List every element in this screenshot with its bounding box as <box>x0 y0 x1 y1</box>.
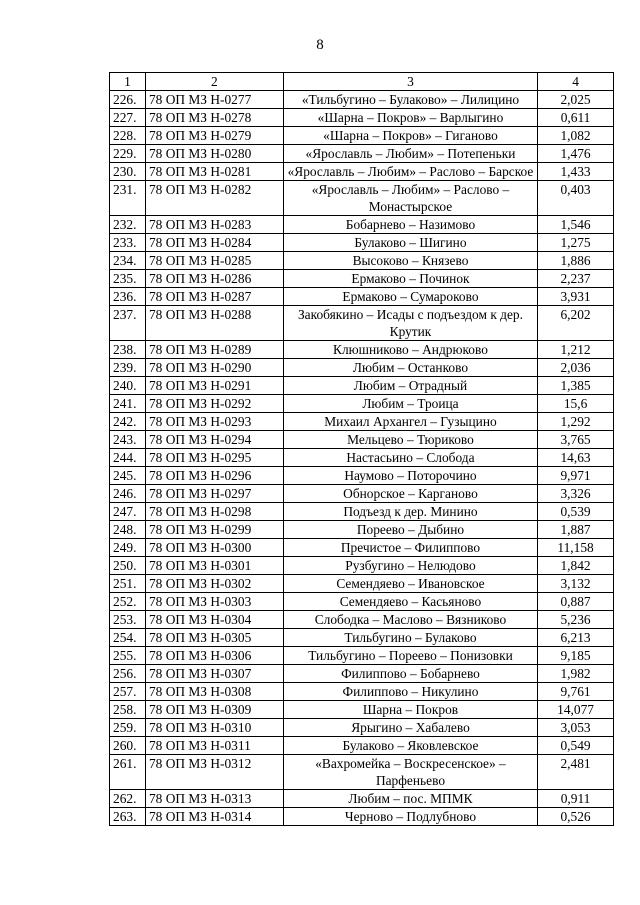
table-row <box>110 216 614 234</box>
row-number: 243. <box>110 431 146 449</box>
road-name: «Вахромейка – Воскресенское» – Парфеньево <box>283 755 537 790</box>
table-row <box>110 629 614 647</box>
row-number: 241. <box>110 395 146 413</box>
road-name: «Шарна – Покров» – Гиганово <box>283 127 537 145</box>
road-length: 2,025 <box>538 91 614 109</box>
road-name: Ермаково – Починок <box>283 270 537 288</box>
column-header: 2 <box>145 73 283 91</box>
road-name: «Ярославль – Любим» – Потепеньки <box>283 145 537 163</box>
row-number: 245. <box>110 467 146 485</box>
table-row <box>110 431 614 449</box>
table-row <box>110 145 614 163</box>
road-name: Филиппово – Никулино <box>283 683 537 701</box>
road-name: Любим – Отрадный <box>283 377 537 395</box>
table-row <box>110 575 614 593</box>
road-length: 14,63 <box>538 449 614 467</box>
row-number: 238. <box>110 341 146 359</box>
road-code: 78 ОП МЗ Н-0303 <box>145 593 283 611</box>
table-row <box>110 719 614 737</box>
road-code: 78 ОП МЗ Н-0293 <box>145 413 283 431</box>
road-length: 0,911 <box>538 790 614 808</box>
page-number: 8 <box>316 37 324 53</box>
table-row <box>110 163 614 181</box>
road-code: 78 ОП МЗ Н-0295 <box>145 449 283 467</box>
row-number: 251. <box>110 575 146 593</box>
road-length: 6,202 <box>538 306 614 341</box>
road-length: 1,886 <box>538 252 614 270</box>
road-name: «Ярославль – Любим» – Раслово – Барское <box>283 163 537 181</box>
table-row <box>110 737 614 755</box>
road-name: Любим – Троица <box>283 395 537 413</box>
row-number: 262. <box>110 790 146 808</box>
table-row <box>110 252 614 270</box>
road-length: 1,385 <box>538 377 614 395</box>
row-number: 247. <box>110 503 146 521</box>
road-code: 78 ОП МЗ Н-0301 <box>145 557 283 575</box>
row-number: 248. <box>110 521 146 539</box>
road-name: Шарна – Покров <box>283 701 537 719</box>
row-number: 233. <box>110 234 146 252</box>
road-length: 2,237 <box>538 270 614 288</box>
column-header: 4 <box>538 73 614 91</box>
table-row <box>110 683 614 701</box>
road-code: 78 ОП МЗ Н-0305 <box>145 629 283 647</box>
road-name: Тильбугино – Булаково <box>283 629 537 647</box>
road-code: 78 ОП МЗ Н-0297 <box>145 485 283 503</box>
table-row <box>110 665 614 683</box>
road-code: 78 ОП МЗ Н-0302 <box>145 575 283 593</box>
row-number: 237. <box>110 306 146 341</box>
road-name: «Ярославль – Любим» – Раслово – Монастырское <box>283 181 537 216</box>
road-length: 1,212 <box>538 341 614 359</box>
table-body <box>110 91 614 826</box>
road-name: Семендяево – Ивановское <box>283 575 537 593</box>
road-name: Ярыгино – Хабалево <box>283 719 537 737</box>
row-number: 249. <box>110 539 146 557</box>
road-name: Мельцево – Тюриково <box>283 431 537 449</box>
road-name: Высоково – Князево <box>283 252 537 270</box>
road-length: 1,546 <box>538 216 614 234</box>
road-name: Семендяево – Касьяново <box>283 593 537 611</box>
road-code: 78 ОП МЗ Н-0284 <box>145 234 283 252</box>
row-number: 261. <box>110 755 146 790</box>
road-length: 1,476 <box>538 145 614 163</box>
road-name: «Тильбугино – Булаково» – Лилицино <box>283 91 537 109</box>
row-number: 255. <box>110 647 146 665</box>
road-code: 78 ОП МЗ Н-0291 <box>145 377 283 395</box>
row-number: 234. <box>110 252 146 270</box>
road-length: 0,549 <box>538 737 614 755</box>
table-row <box>110 449 614 467</box>
road-code: 78 ОП МЗ Н-0313 <box>145 790 283 808</box>
road-length: 0,403 <box>538 181 614 216</box>
road-length: 0,539 <box>538 503 614 521</box>
road-name: Слободка – Маслово – Вязниково <box>283 611 537 629</box>
road-code: 78 ОП МЗ Н-0299 <box>145 521 283 539</box>
road-name: Обнорское – Карганово <box>283 485 537 503</box>
table-row <box>110 306 614 341</box>
road-length: 2,481 <box>538 755 614 790</box>
road-name: Бобарнево – Назимово <box>283 216 537 234</box>
row-number: 257. <box>110 683 146 701</box>
row-number: 260. <box>110 737 146 755</box>
table-row <box>110 647 614 665</box>
column-header: 3 <box>283 73 537 91</box>
table-row <box>110 341 614 359</box>
road-length: 9,971 <box>538 467 614 485</box>
road-length: 9,185 <box>538 647 614 665</box>
road-code: 78 ОП МЗ Н-0282 <box>145 181 283 216</box>
row-number: 240. <box>110 377 146 395</box>
table-row <box>110 593 614 611</box>
row-number: 254. <box>110 629 146 647</box>
road-length: 1,275 <box>538 234 614 252</box>
road-length: 11,158 <box>538 539 614 557</box>
road-code: 78 ОП МЗ Н-0307 <box>145 665 283 683</box>
road-name: Закобякино – Исады с подъездом к дер. Крутик <box>283 306 537 341</box>
row-number: 239. <box>110 359 146 377</box>
road-name: Пореево – Дыбино <box>283 521 537 539</box>
road-code: 78 ОП МЗ Н-0290 <box>145 359 283 377</box>
row-number: 263. <box>110 808 146 826</box>
row-number: 252. <box>110 593 146 611</box>
row-number: 226. <box>110 91 146 109</box>
table-row <box>110 109 614 127</box>
row-number: 231. <box>110 181 146 216</box>
road-name: Филиппово – Бобарнево <box>283 665 537 683</box>
road-length: 3,053 <box>538 719 614 737</box>
row-number: 244. <box>110 449 146 467</box>
road-length: 9,761 <box>538 683 614 701</box>
road-name: Пречистое – Филиппово <box>283 539 537 557</box>
road-code: 78 ОП МЗ Н-0311 <box>145 737 283 755</box>
table-row <box>110 485 614 503</box>
row-number: 230. <box>110 163 146 181</box>
row-number: 232. <box>110 216 146 234</box>
road-length: 1,292 <box>538 413 614 431</box>
table-row <box>110 359 614 377</box>
road-name: Подъезд к дер. Минино <box>283 503 537 521</box>
table-row <box>110 557 614 575</box>
table-row <box>110 611 614 629</box>
road-length: 14,077 <box>538 701 614 719</box>
road-code: 78 ОП МЗ Н-0296 <box>145 467 283 485</box>
row-number: 246. <box>110 485 146 503</box>
road-name: Наумово – Поторочино <box>283 467 537 485</box>
road-name: Клюшниково – Андрюково <box>283 341 537 359</box>
road-code: 78 ОП МЗ Н-0306 <box>145 647 283 665</box>
road-name: Тильбугино – Пореево – Понизовки <box>283 647 537 665</box>
row-number: 229. <box>110 145 146 163</box>
road-code: 78 ОП МЗ Н-0312 <box>145 755 283 790</box>
row-number: 236. <box>110 288 146 306</box>
road-name: Михаил Архангел – Гузыцино <box>283 413 537 431</box>
road-code: 78 ОП МЗ Н-0288 <box>145 306 283 341</box>
road-code: 78 ОП МЗ Н-0289 <box>145 341 283 359</box>
road-code: 78 ОП МЗ Н-0304 <box>145 611 283 629</box>
road-code: 78 ОП МЗ Н-0309 <box>145 701 283 719</box>
road-length: 1,842 <box>538 557 614 575</box>
table-row <box>110 413 614 431</box>
row-number: 256. <box>110 665 146 683</box>
road-code: 78 ОП МЗ Н-0300 <box>145 539 283 557</box>
table-row <box>110 790 614 808</box>
road-length: 3,765 <box>538 431 614 449</box>
road-name: Любим – Останково <box>283 359 537 377</box>
table-row <box>110 377 614 395</box>
row-number: 235. <box>110 270 146 288</box>
road-length: 3,326 <box>538 485 614 503</box>
table-row <box>110 181 614 216</box>
road-length: 1,982 <box>538 665 614 683</box>
road-code: 78 ОП МЗ Н-0285 <box>145 252 283 270</box>
road-name: Настасьино – Слобода <box>283 449 537 467</box>
row-number: 250. <box>110 557 146 575</box>
table-row <box>110 467 614 485</box>
table-row <box>110 395 614 413</box>
road-name: Черново – Подлубново <box>283 808 537 826</box>
road-code: 78 ОП МЗ Н-0298 <box>145 503 283 521</box>
road-code: 78 ОП МЗ Н-0314 <box>145 808 283 826</box>
row-number: 259. <box>110 719 146 737</box>
road-length: 6,213 <box>538 629 614 647</box>
road-code: 78 ОП МЗ Н-0294 <box>145 431 283 449</box>
road-length: 15,6 <box>538 395 614 413</box>
table-header-row <box>110 73 614 91</box>
road-length: 0,526 <box>538 808 614 826</box>
road-length: 3,132 <box>538 575 614 593</box>
row-number: 258. <box>110 701 146 719</box>
road-code: 78 ОП МЗ Н-0308 <box>145 683 283 701</box>
table-row <box>110 127 614 145</box>
road-code: 78 ОП МЗ Н-0281 <box>145 163 283 181</box>
table-row <box>110 91 614 109</box>
table-row <box>110 755 614 790</box>
row-number: 228. <box>110 127 146 145</box>
road-code: 78 ОП МЗ Н-0287 <box>145 288 283 306</box>
table-row <box>110 539 614 557</box>
road-name: Булаково – Яковлевское <box>283 737 537 755</box>
road-length: 0,611 <box>538 109 614 127</box>
road-name: Любим – пос. МПМК <box>283 790 537 808</box>
roads-table <box>109 72 614 826</box>
table-row <box>110 234 614 252</box>
road-length: 1,887 <box>538 521 614 539</box>
road-length: 3,931 <box>538 288 614 306</box>
table-row <box>110 288 614 306</box>
road-length: 1,082 <box>538 127 614 145</box>
road-name: Рузбугино – Нелюдово <box>283 557 537 575</box>
road-code: 78 ОП МЗ Н-0283 <box>145 216 283 234</box>
road-name: «Шарна – Покров» – Варлыгино <box>283 109 537 127</box>
road-length: 2,036 <box>538 359 614 377</box>
road-length: 5,236 <box>538 611 614 629</box>
road-name: Булаково – Шигино <box>283 234 537 252</box>
table-row <box>110 503 614 521</box>
road-name: Ермаково – Сумароково <box>283 288 537 306</box>
row-number: 253. <box>110 611 146 629</box>
table-row <box>110 270 614 288</box>
column-header: 1 <box>110 73 146 91</box>
road-code: 78 ОП МЗ Н-0280 <box>145 145 283 163</box>
road-code: 78 ОП МЗ Н-0310 <box>145 719 283 737</box>
road-code: 78 ОП МЗ Н-0292 <box>145 395 283 413</box>
row-number: 242. <box>110 413 146 431</box>
row-number: 227. <box>110 109 146 127</box>
table-row <box>110 521 614 539</box>
road-code: 78 ОП МЗ Н-0278 <box>145 109 283 127</box>
road-code: 78 ОП МЗ Н-0277 <box>145 91 283 109</box>
road-code: 78 ОП МЗ Н-0279 <box>145 127 283 145</box>
road-length: 1,433 <box>538 163 614 181</box>
table-row <box>110 808 614 826</box>
road-code: 78 ОП МЗ Н-0286 <box>145 270 283 288</box>
road-length: 0,887 <box>538 593 614 611</box>
table-row <box>110 701 614 719</box>
